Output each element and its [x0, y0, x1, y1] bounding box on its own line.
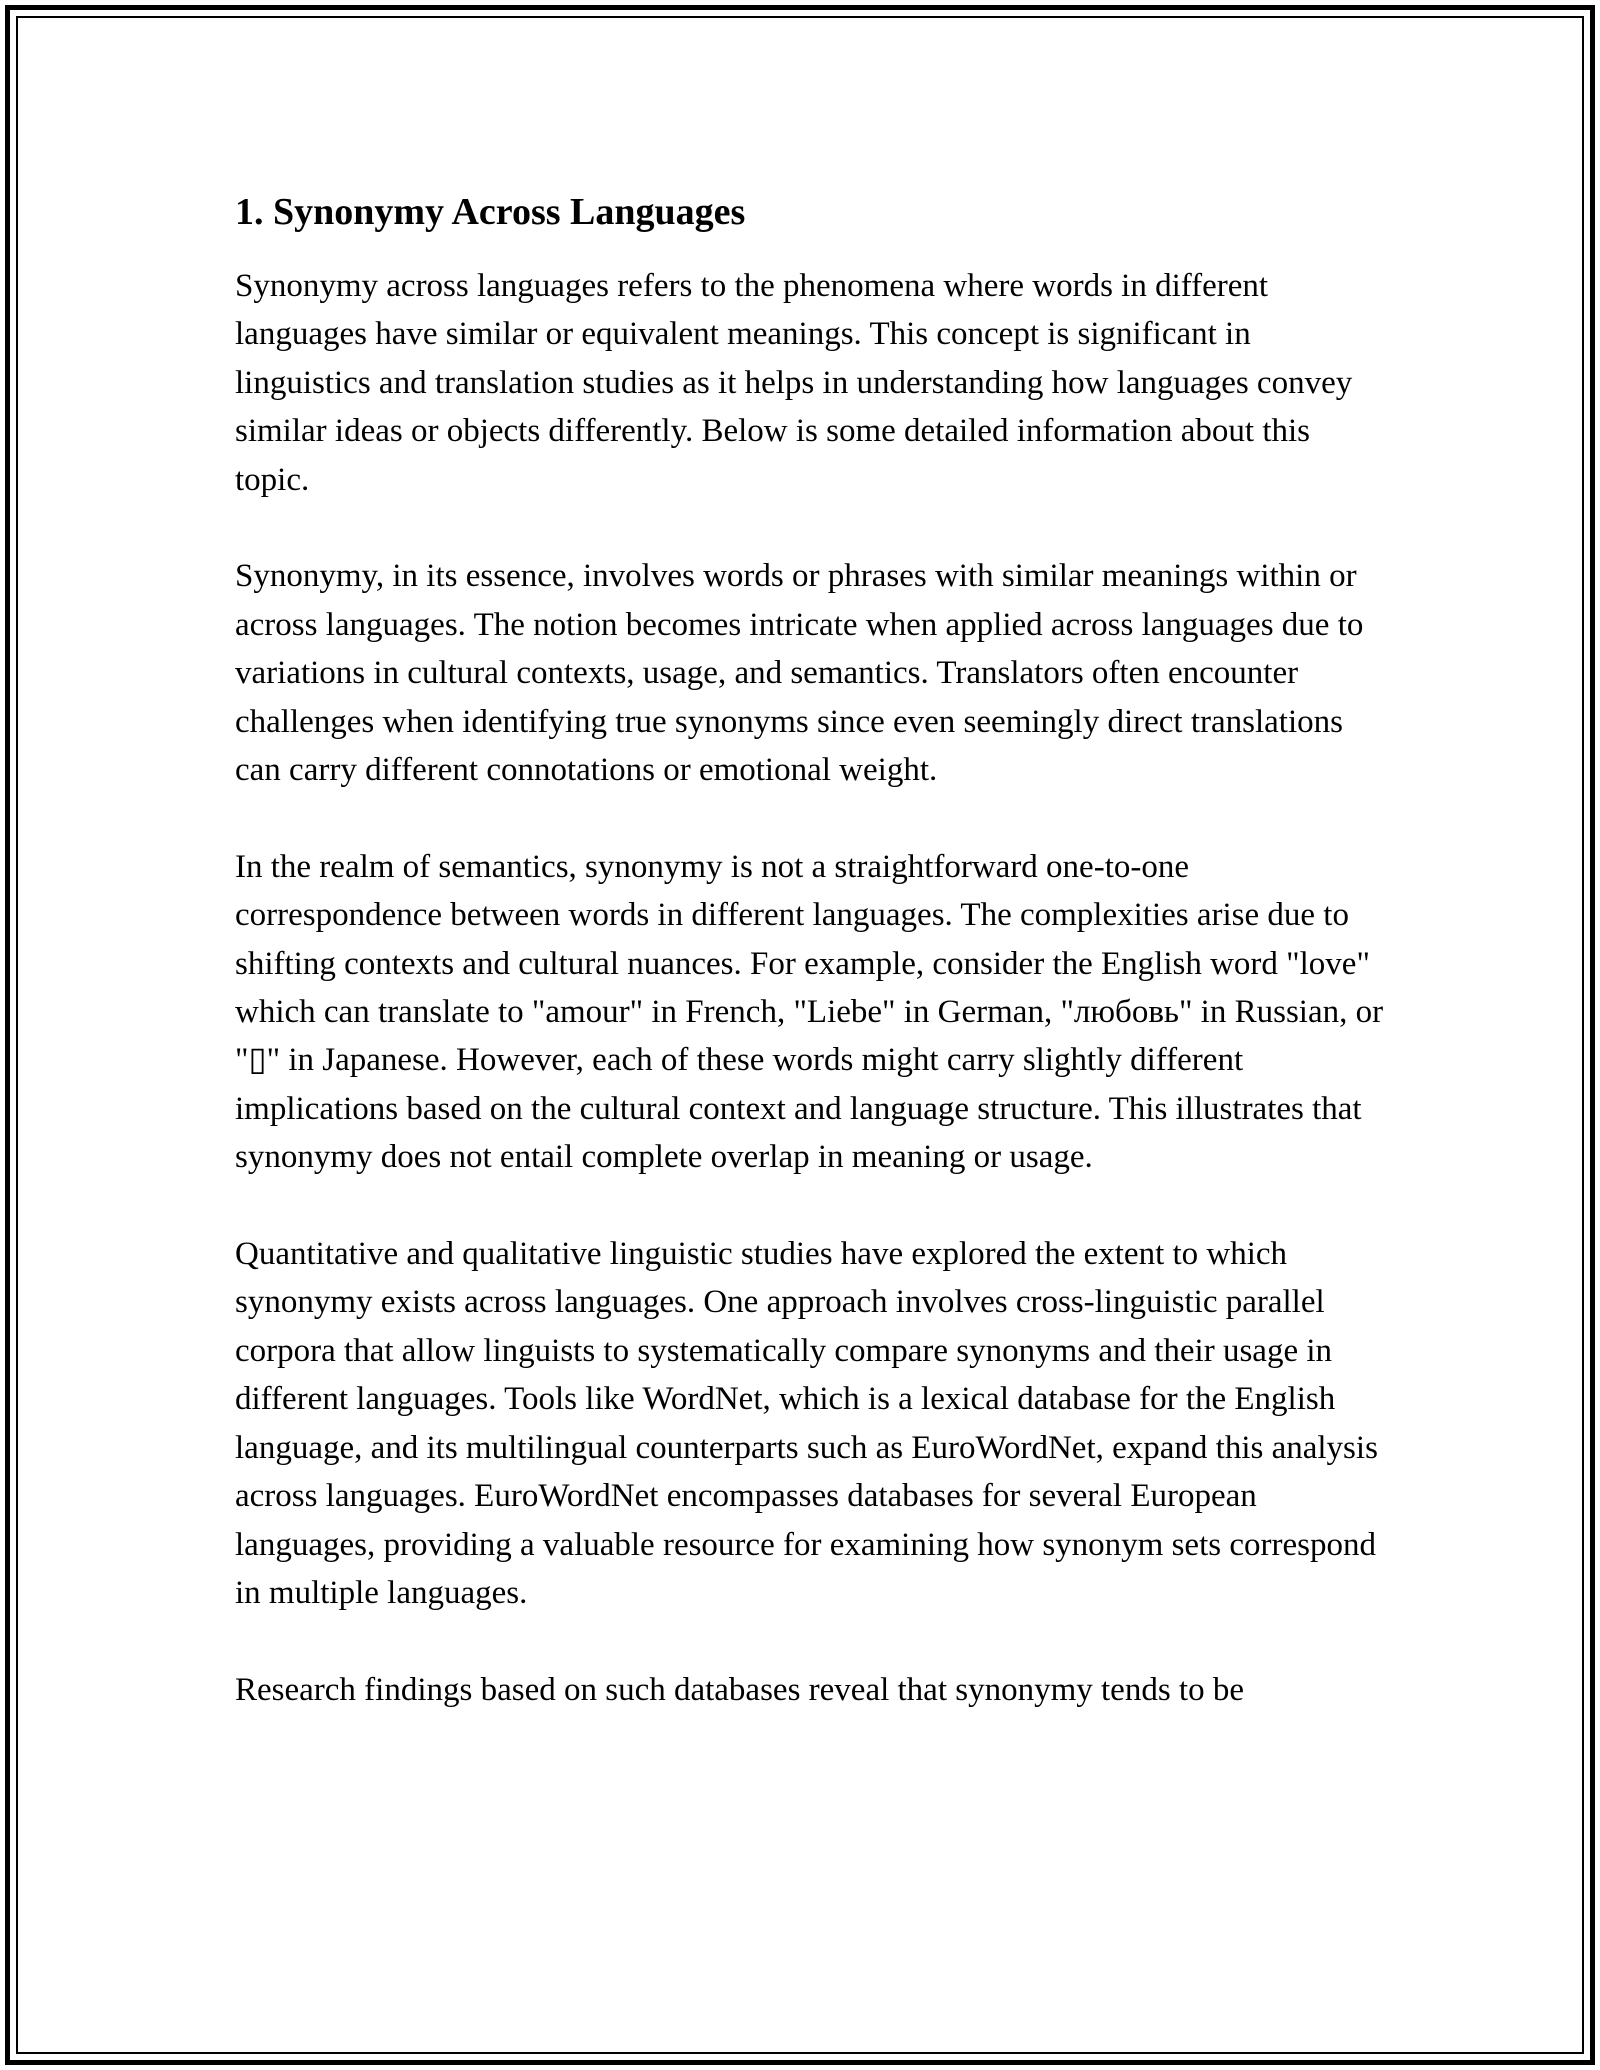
paragraph-studies: Quantitative and qualitative linguistic studies have explored the extent to which synonymy exists across languages. One approach involves cross-linguistic parallel corpora that allow linguists to systematically compare synonyms and their usage in different languages. Tools like WordNet, which is a lexical database for the English language, and its multilingual counterparts such as EuroWordNet, expand this analysis across languages. EuroWordNet encompasses databases for several European languages, providing a valuable resource for examining how synonym sets correspond in multiple languages. [235, 1236, 1378, 1611]
document-body [235, 188, 1385, 1763]
paragraph-essence: Synonymy, in its essence, involves words or phrases with similar meanings within or across languages. The notion becomes intricate when applied across languages due to variations in cultural contexts, usage, and semantics. Translators often encounter challenges when identifying true synonyms since even seemingly direct translations can carry different connotations or emotional weight. [235, 558, 1364, 789]
section-heading: 1. Synonymy Across Languages [235, 191, 746, 233]
paragraph-intro: Synonymy across languages refers to the phenomena where words in different languages have similar or equivalent meanings. This concept is significant in linguistics and translation studies as it helps in understanding how languages convey similar ideas or objects differently. Below is some detailed information about this topic. [235, 268, 1353, 498]
paragraph-semantics: In the realm of semantics, synonymy is not a straightforward one-to-one correspondence between words in different languages. The complexities arise due to shifting contexts and cultural nuances. For example, consider the English word "love" which can translate to "amour" in French, "Liebe" in German, "любовь" in Russian, or "▯" in Japanese. However, each of these words might carry slightly different implications based on the cultural context and language structure. This illustrates that synonymy does not entail complete overlap in meaning or usage. [235, 848, 1384, 1176]
paragraph-findings: Research findings based on such databases reveal that synonymy tends to be [235, 1671, 1244, 1708]
